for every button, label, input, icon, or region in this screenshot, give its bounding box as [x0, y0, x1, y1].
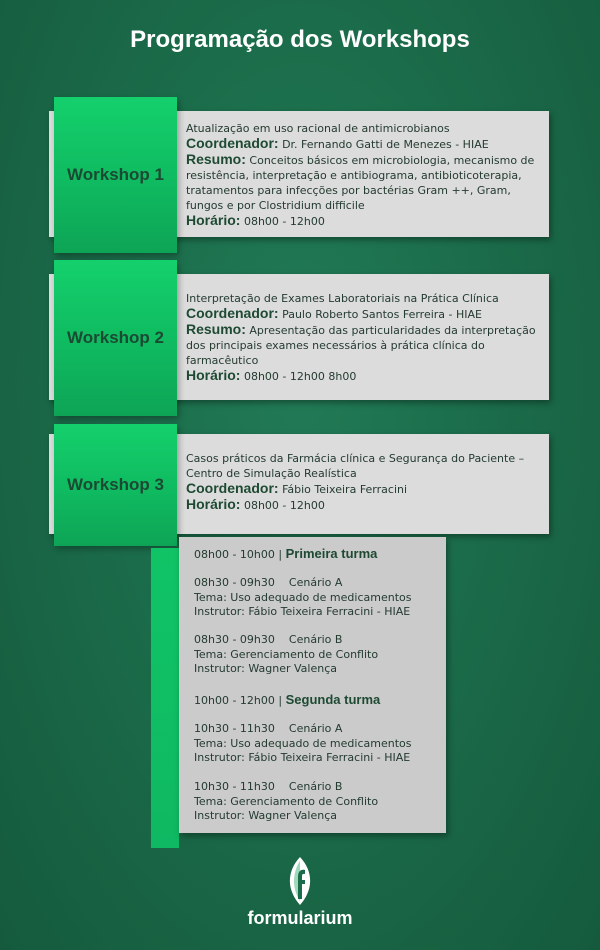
workshop-1-resumo: Conceitos básicos em microbiologia, mecanismo de resistência, interpretação e antibiograma, antibioticoterapia, tratamentos para infecções por bactérias Gram ++, Gram, fungos e por Clostridium difficile: [186, 154, 535, 212]
turma-1-time: 08h00 - 10h00 |: [194, 548, 283, 561]
workshop-3-horario: 08h00 - 12h00: [243, 499, 325, 512]
t2b-cenario: Cenário B: [288, 780, 343, 793]
workshop-1-horario-label: Horário:: [186, 212, 241, 228]
workshop-1-resumo-label: Resumo:: [186, 151, 246, 167]
t2a-instrutor: Instrutor: Fábio Teixeira Ferracini - HIAE: [194, 751, 411, 764]
leaf-f-icon: [285, 855, 315, 907]
turma-1-name: Primeira turma: [285, 546, 378, 561]
turma-2-cenario-b: [194, 780, 378, 824]
workshop-1-title: Atualização em uso racional de antimicrobianos: [186, 122, 450, 135]
turma-2-cenario-a: [194, 722, 411, 766]
turma-2-name: Segunda turma: [285, 692, 381, 707]
workshop-3-coord: Fábio Teixeira Ferracini: [282, 483, 408, 496]
workshop-1-coord-label: Coordenador:: [186, 135, 279, 151]
t1a-tema: Tema: Uso adequado de medicamentos: [194, 590, 412, 604]
t2a-time: 10h30 - 11h30: [194, 722, 275, 735]
workshop-3-coord-label: Coordenador:: [186, 480, 279, 496]
turma-2-time: 10h00 - 12h00 |: [194, 694, 283, 707]
t2b-time: 10h30 - 11h30: [194, 780, 275, 793]
workshop-2-content: [186, 291, 542, 384]
turma-1-header: [194, 547, 377, 563]
turma-1-cenario-a: [194, 576, 411, 620]
formularium-logo: [0, 855, 600, 911]
workshop-2-coord: Paulo Roberto Santos Ferreira - HIAE: [282, 308, 482, 321]
workshop-2-label: Workshop 2: [67, 328, 164, 347]
schedule-bar: [151, 548, 179, 848]
workshop-3-title: Casos práticos da Farmácia clínica e Segurança do Paciente – Centro de Simulação Realística: [186, 452, 525, 480]
workshop-2-coord-label: Coordenador:: [186, 305, 279, 321]
workshop-1-coord: Dr. Fernando Gatti de Menezes - HIAE: [282, 138, 489, 151]
workshop-2-title: Interpretação de Exames Laboratoriais na Prática Clínica: [186, 292, 499, 305]
t1a-time: 08h30 - 09h30: [194, 576, 275, 589]
t2b-instrutor: Instrutor: Wagner Valença: [194, 809, 337, 822]
workshop-2-resumo-label: Resumo:: [186, 321, 246, 337]
workshop-2-tab: [54, 260, 177, 416]
workshop-3-tab: [54, 424, 177, 546]
workshop-2-horario: 08h00 - 12h00 8h00: [243, 370, 357, 383]
turma-2-header: [194, 693, 380, 709]
workshop-2-resumo: Apresentação das particularidades da interpretação dos principais exames necessários à prática clínica do farmacêutico: [186, 324, 536, 367]
t2a-tema: Tema: Uso adequado de medicamentos: [194, 736, 412, 750]
workshop-2-horario-label: Horário:: [186, 367, 241, 383]
t1b-tema: Tema: Gerenciamento de Conflito: [194, 647, 379, 661]
turma-1-cenario-b: [194, 633, 378, 677]
workshop-1-content: [186, 121, 542, 229]
t2b-tema: Tema: Gerenciamento de Conflito: [194, 794, 379, 808]
workshop-3-horario-label: Horário:: [186, 496, 241, 512]
t1b-instrutor: Instrutor: Wagner Valença: [194, 662, 337, 675]
logo-name: formularium: [247, 908, 353, 928]
t1b-cenario: Cenário B: [288, 633, 343, 646]
page-title: Programação dos Workshops: [130, 26, 470, 53]
workshop-1-horario: 08h00 - 12h00: [243, 215, 325, 228]
t1b-time: 08h30 - 09h30: [194, 633, 275, 646]
workshop-1-tab: [54, 97, 177, 253]
workshop-3-content: [186, 451, 542, 513]
t1a-instrutor: Instrutor: Fábio Teixeira Ferracini - HIAE: [194, 605, 411, 618]
workshop-3-label: Workshop 3: [67, 475, 164, 494]
t1a-cenario: Cenário A: [288, 576, 343, 589]
workshop-1-label: Workshop 1: [67, 165, 164, 184]
t2a-cenario: Cenário A: [288, 722, 343, 735]
